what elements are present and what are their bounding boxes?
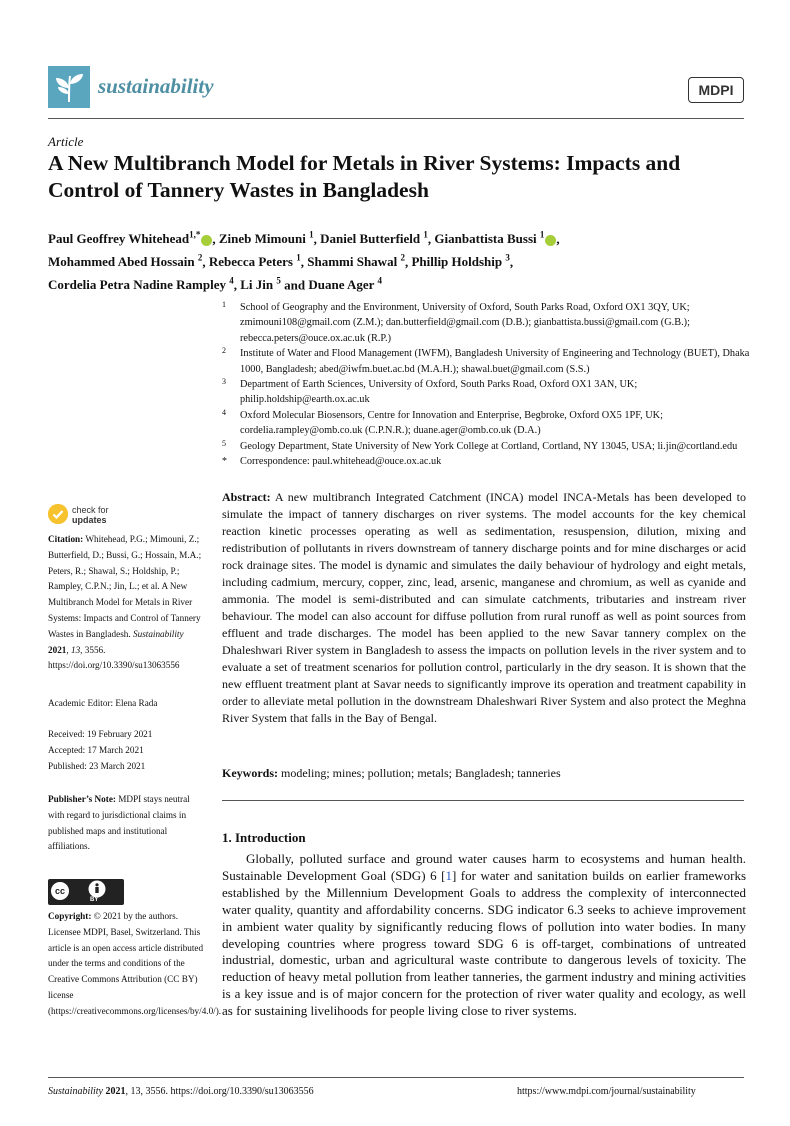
correspondence: * Correspondence: paul.whitehead@ouce.ox.ac.uk	[222, 456, 442, 468]
article-type: Article	[48, 134, 84, 149]
author[interactable]: Li Jin $^5$	[240, 275, 281, 292]
footer-citation: Sustainability 2021, 13, 3556. https://doi.org/10.3390/su13063556	[48, 1086, 314, 1097]
section-heading: 1. Introduction	[222, 830, 306, 845]
received-date: Received: 19 February 2021	[48, 729, 153, 739]
author[interactable]: Gianbattista Bussi $^1$	[434, 231, 556, 246]
journal-name: sustainability	[98, 74, 214, 98]
section-rule	[222, 800, 744, 801]
author[interactable]: Cordelia Petra Nadine Rampley $^4$	[48, 275, 234, 292]
accepted-date: Accepted: 17 March 2021	[48, 744, 144, 755]
copyright-block: Copyright: © 2021 by the authors. Licensee MDPI, Basel, Switzerland. This article is an open access article distributed under the terms and conditions of the Creative Commons Attribution (CC BY) license (https://creativecommons.org/licenses/by/4.0/).	[48, 911, 222, 1016]
publisher-logo: MDPI	[688, 77, 744, 103]
dates-block	[48, 727, 206, 774]
header-rule	[48, 118, 744, 119]
affiliations	[222, 300, 752, 469]
author[interactable]: Shammi Shawal $^2$	[307, 252, 405, 270]
published-date: Published: 23 March 2021	[48, 760, 146, 771]
introduction-text: Globally, polluted surface and ground water causes harm to ecosystems and human health. Sustainable Development Goal (SDG) 6 [1] for water and sanitation builds on earlier frameworks established by the Millennium Development Goals to address the complexity of interconnected water quality, quantity and affordability concerns. SDG indicator 6.3 seeks to achieve improvement in ambient water quality by significantly reducing flows of pollution into water bodies. In many developing countries where progress toward SDG 6 is off-target, combinations of untreated industrial, domestic, urban and agricultural waste contribute to dangerous levels of toxicity. The reduction of heavy metal pollution from leather tanneries, the garment industry and mining activities is a key issue and is of major concern for the protection of river water quality and ecology, as well as for sustaining livelihoods for people living close to river systems.	[222, 851, 746, 1019]
keywords: Keywords: modeling; mines; pollution; metals; Bangladesh; tanneries	[222, 766, 561, 780]
orcid-icon[interactable]	[201, 235, 212, 246]
affiliation: 2 Institute of Water and Flood Management (IWFM), Bangladesh University of Engineering and Technology (BUET), Dhaka 1000, Bangladesh; abed@iwfm.buet.ac.bd (M.A.H.); shawal.buet@gmail.com (S.S.)	[222, 346, 750, 375]
abstract: Abstract: A new multibranch Integrated Catchment (INCA) model INCA-Metals has been developed to simulate the impact of tannery discharges on river systems. The model accounts for the key chemical reaction kinetic processes operating as well as sedimentation, resuspension, dilution, mixing and redistribution of pollutants in rivers downstream of tannery discharge points and for mine discharges or acid rock drainage sites. The model is dynamic and simulates the daily behaviour of hydrology and eight metals, including cadmium, mercury, copper, zinc, lead, arsenic, manganese and chromium, as well as cyanide and ammonia. The model is semi-distributed and can simulate catchments, tributaries and instream river behaviour. The model can also account for diffuse pollution from rural runoff as well as point sources from effluent and trade discharges. The model has been applied to the new Savar tannery complex on the Dhaleshwari River system in Bangladesh to assess the impacts on pollution levels in the river system and to evaluate a set of treatment scenarios for pollution control, particularly in the dry season. It is shown that the new effluent treatment plant at Savar needs to significantly improve its operation and treatment capability in order to alleviate metal pollution in the downstream Dhaleshwari River System and also protect the Meghna River System that falls in the Bay of Bengal.	[222, 490, 746, 725]
author[interactable]: Rebecca Peters $^1$	[208, 252, 301, 270]
footer-url[interactable]: https://www.mdpi.com/journal/sustainability	[517, 1086, 696, 1097]
author[interactable]: Duane Ager $^4$	[308, 275, 382, 292]
affiliation: 4 Oxford Molecular Biosensors, Centre for Innovation and Enterprise, Begbroke, Oxford OX5 1PF, UK; cordelia.rampley@omb.co.uk (C.P.N.R.); duane.ager@omb.co.uk (D.A.)	[222, 407, 663, 437]
citation-link[interactable]: 1	[445, 867, 452, 883]
footer-rule	[48, 1077, 744, 1078]
author[interactable]: Zineb Mimouni $^1$	[218, 230, 314, 247]
author[interactable]: Daniel Butterfield $^1$	[320, 230, 428, 247]
citation-block: Citation: Whitehead, P.G.; Mimouni, Z.; Butterfield, D.; Bussi, G.; Hossain, M.A.; Peters, R.; Shawal, S.; Holdship, P.; Rampley, C.P.N.; Jin, L.; et al. A New Multibranch Model for Metals in River Systems: Impacts and Control of Tannery Wastes in Bangladesh. Sustainability 2021, 13, 3556. https://doi.org/10.3390/su13063556	[48, 534, 202, 671]
affiliation: 1 School of Geography and the Environment, University of Oxford, South Parks Road, Oxford OX1 3QY, UK; zmimouni108@gmail.com (Z.M.); dan.butterfield@gmail.com (D.B.); gianbattista.bussi@gmail.com (G.B.); rebecca.peters@ouce.ox.ac.uk (R.P.)	[222, 300, 690, 344]
affiliation: 5 Geology Department, State University of New York College at Cortland, Cortland, NY 13045, USA; li.jin@cortland.edu	[222, 438, 738, 452]
author[interactable]: Mohammed Abed Hossain $^2$	[48, 252, 203, 270]
journal-logo-icon	[48, 66, 90, 108]
cc-by-license-icon[interactable]: cc BY	[48, 879, 124, 905]
academic-editor: Academic Editor: Elena Rada	[48, 698, 158, 708]
publishers-note: Publisher’s Note: MDPI stays neutral with regard to jurisdictional claims in published maps and institutional affiliations.	[48, 794, 190, 852]
article-title: A New Multibranch Model for Metals in River Systems: Impacts and Control of Tannery Wastes in Bangladesh	[48, 151, 681, 202]
affiliation: 3 Department of Earth Sciences, University of Oxford, South Parks Road, Oxford OX1 3AN, UK; philip.holdship@earth.ox.ac.uk	[222, 377, 638, 406]
author[interactable]: Paul Geoffrey Whitehead$^{1,*}$	[48, 231, 212, 246]
check-updates-icon	[48, 504, 68, 524]
author[interactable]: Phillip Holdship $^3$	[411, 252, 510, 270]
orcid-icon[interactable]	[545, 235, 556, 246]
author-list: Paul Geoffrey Whitehead$^{1,*}$ , Zineb Mimouni $^1$, Daniel Butterfield $^1$, Gianbattista Bussi $^1$ , Mohammed Abed Hossain $^2$, Rebecca Peters $^1$, Shammi Shawal $^2$, Phillip Holdship $^3$, Cordelia Petra Nadine Rampley $^4$, Li Jin $^5$ and Duane Ager $^4$	[48, 230, 560, 292]
